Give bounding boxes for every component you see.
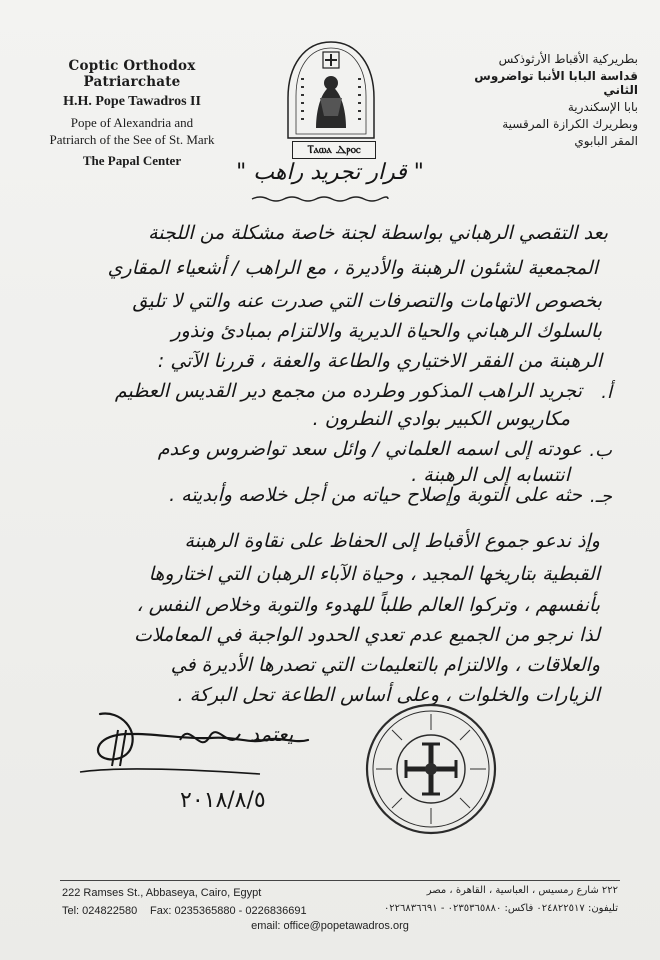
closing-word: يعتمد [250, 722, 294, 746]
emblem-name-plate: Ⲧⲁⲱⲁ Ⲇⲣⲟⲥ [292, 141, 376, 159]
header-en-line4: Patriarch of the See of St. Mark [49, 132, 215, 147]
item-b-line1: عودته إلى اسمه العلماني / وائل سعد تواضروس وعدم [157, 438, 582, 460]
item-a-line1: تجريد الراهب المذكور وطرده من مجمع دير القديس العظيم [114, 380, 582, 402]
header-en-line2: H.H. Pope Tawadros II [63, 94, 201, 109]
item-b-line2: انتسابه إلى الرهبنة . [411, 464, 570, 486]
item-c-marker: جـ. [589, 486, 612, 507]
para2-line2: القبطية بتاريخها المجيد ، وحياة الآباء الرهبان التي اختاروها [148, 563, 600, 585]
item-a-line2: مكاريوس الكبير بوادي النطرون . [312, 408, 570, 430]
footer-divider [60, 880, 620, 881]
title-underline-icon [250, 194, 390, 204]
header-en-line1: Coptic Orthodox Patriarchate [68, 58, 196, 90]
header-ar-line1: بطريركية الأقباط الأرثوذكس [498, 52, 638, 66]
item-b-marker: ب. [589, 440, 612, 461]
footer-address-en: 222 Ramses St., Abbaseya, Cairo, Egypt [62, 887, 262, 899]
footer-fax: Fax: 0235365880 - 0226836691 [150, 905, 307, 917]
header-ar-line3: بابا الإسكندرية [567, 100, 638, 114]
footer-address-ar: ٢٢٢ شارع رمسيس ، العباسية ، القاهرة ، مصر [426, 885, 618, 896]
para2-line6: الزيارات والخلوات ، وعلى أساس الطاعة تحل البركة . [177, 684, 600, 706]
letter-date: ٢٠١٨/٨/٥ [180, 788, 266, 813]
header-ar-line4: وبطريرك الكرازة المرقسية [502, 117, 638, 131]
header-arabic [438, 52, 638, 151]
para2-line5: والعلاقات ، والالتزام بالتعليمات التي تصدرها الأديرة في [170, 654, 600, 676]
item-c-line1: حثه على التوبة وإصلاح حياته من أجل خلاصه وأبديته . [169, 484, 582, 506]
footer-tel: Tel: 024822580 [62, 905, 138, 917]
para1-line5: الرهبنة من الفقر الاختياري والطاعة والعفة ، قررنا الآتي : [157, 350, 602, 372]
header-ar-line2: قداسة البابا الأنبا تواضروس الثاني [474, 69, 638, 97]
header-en-line3: Pope of Alexandria and [70, 115, 194, 130]
item-a-marker: أ. [601, 382, 612, 403]
para1-line1: بعد التقصي الرهباني بواسطة لجنة خاصة مشكلة من اللجنة [148, 222, 608, 244]
para2-line3: بأنفسهم ، وتركوا العالم طلباً للهدوء والتوبة وخلاص النفس ، [136, 594, 600, 616]
para1-line3: بخصوص الاتهامات والتصرفات التي صدرت عنه والتي لا تليق [132, 290, 602, 312]
footer-email[interactable]: email: office@popetawadros.org [251, 920, 409, 932]
para2-line1: وإذ ندعو جموع الأقباط إلى الحفاظ على نقاوة الرهبنة [184, 530, 600, 552]
header-en-line5: The Papal Center [82, 153, 182, 168]
para1-line4: بالسلوك الرهباني والحياة الديرية والالتزام بمبادئ ونذور [171, 320, 602, 342]
official-seal-icon [362, 700, 500, 838]
header-ar-line5: المقر البابوي [574, 134, 638, 148]
para1-line2: المجمعية لشئون الرهبنة والأديرة ، مع الراهب / أشعياء المقاري [107, 257, 598, 279]
footer-phones-ar: تليفون: ٠٢٤٨٢٢٥١٧ فاكس: ٠٢٣٥٣٦٥٨٨٠ - ٠٢٢٦٨٣٦٦٩١ [383, 903, 618, 914]
para2-line4: لذا نرجو من الجميع عدم تعدي الحدود الواجبة في المعاملات [133, 624, 600, 646]
letter-title: " قرار تجريد راهب " [236, 160, 424, 185]
header-english [22, 58, 242, 169]
